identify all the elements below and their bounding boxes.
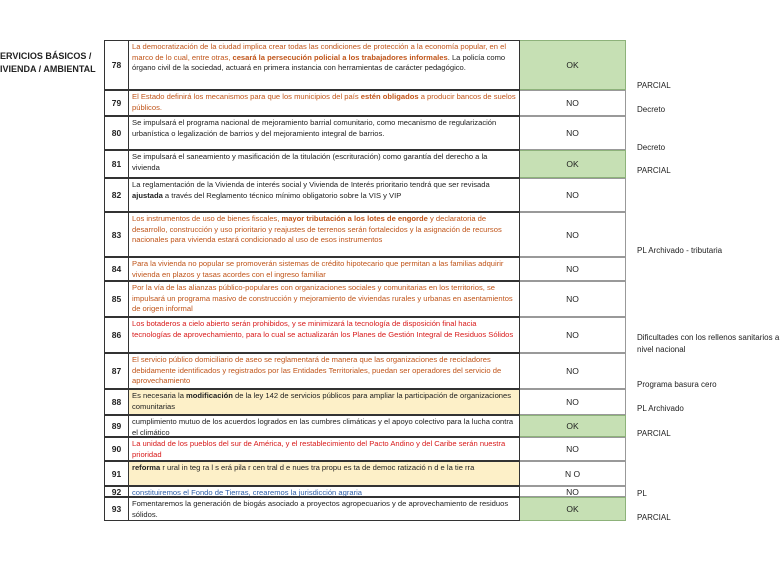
row-text: [128, 497, 520, 521]
row-number: 86: [104, 317, 128, 353]
text-segment: a través del Reglamento técnico mínimo obligatorio sobre la VIS y VIP: [162, 190, 402, 200]
text-segment: ajustada: [132, 190, 163, 200]
text-segment: reforma: [132, 463, 161, 472]
note-label: PARCIAL: [637, 166, 671, 175]
text-segment: r ural in teg ra l s erá pila r cen tral d e nues tra propu es ta de democ ratizació n d e la tie rra: [160, 463, 475, 472]
note-label: Decreto: [637, 105, 666, 114]
text-segment: constituiremos el Fondo de Tierras, crearemos la jurisdicción agraria: [132, 488, 363, 497]
row-number: 83: [104, 212, 128, 257]
status-cell: NO: [520, 90, 626, 116]
text-segment: Los botaderos a cielo abierto serán prohibidos, y se minimizará la tecnología de disposición final hacia tecnologías de aprovechamiento, para lo cual se actualizarán los Planes de Gestión Integral de Residuos Sólidos: [132, 319, 514, 339]
row-number: 87: [104, 353, 128, 389]
row-text: [128, 461, 520, 486]
note-label: Decreto: [637, 143, 666, 152]
row-number: 85: [104, 281, 128, 317]
text-segment: La reglamentación de la Vivienda de interés social y Vivienda de Interés prioritario tendrá que ser revisada: [132, 180, 490, 189]
status-cell: N O: [520, 461, 626, 486]
text-segment: Por la vía de las alianzas público-populares con organizaciones sociales y comunitarias en los territorios, se impulsará un programa masivo de construcción y mejoramiento de viviendas rurales y urbanas en asentamientos de origen informal: [132, 283, 513, 314]
text-segment: La democratización de la ciudad implica crear todas las condiciones de protección a la economía popular, en el marco de lo cual, entre otras,: [132, 42, 507, 62]
status-cell: NO: [520, 257, 626, 281]
row-text: [128, 257, 520, 281]
row-number: 90: [104, 437, 128, 461]
note-label: Programa basura cero: [637, 380, 717, 389]
note-label: PL Archivado: [637, 404, 684, 413]
table-row: [104, 353, 626, 389]
status-cell: OK: [520, 150, 626, 178]
table-row: [104, 257, 626, 281]
text-segment: estén obligados: [360, 92, 419, 101]
table-row: [104, 281, 626, 317]
text-segment: Se impulsará el programa nacional de mejoramiento barrial comunitario, como mecanismo de regularización urbanística o legalización de barrios y del mejoramiento integral de barrios.: [132, 118, 497, 138]
text-segment: Fomentaremos la generación de biogás asociado a proyectos agropecuarios y de aprovechamiento de residuos sólidos.: [132, 499, 509, 519]
text-segment: Los instrumentos de uso de bienes fiscales,: [132, 214, 282, 223]
note-label: PL Archivado - tributaria: [637, 246, 723, 255]
status-cell: NO: [520, 281, 626, 317]
row-number: 80: [104, 116, 128, 150]
text-segment: cumplimiento mutuo de los acuerdos logrados en las cumbres climáticas y el apoyo colectivo para la lucha contra el climático: [132, 417, 514, 437]
row-text: [128, 415, 520, 437]
table-row: [104, 212, 626, 257]
text-segment: Para la vivienda no popular se promoverán sistemas de crédito hipotecario que permitan a las familias adquirir vivienda en plazos y tasas acordes con el ingreso familiar: [132, 259, 504, 279]
status-cell: NO: [520, 116, 626, 150]
text-segment: El Estado definirá los mecanismos para que los municipios del país: [132, 92, 361, 101]
status-cell: OK: [520, 40, 626, 90]
row-text: [128, 90, 520, 116]
row-text: [128, 389, 520, 415]
table-row: [104, 437, 626, 461]
note-label: PARCIAL: [637, 513, 671, 522]
table-row: [104, 415, 626, 437]
row-number: 92: [104, 486, 128, 497]
row-number: 89: [104, 415, 128, 437]
table-row: [104, 90, 626, 116]
row-text: [128, 281, 520, 317]
table-row: [104, 497, 626, 521]
status-cell: NO: [520, 353, 626, 389]
row-text: [128, 317, 520, 353]
table-row: [104, 461, 626, 486]
row-text: [128, 486, 520, 497]
row-text: [128, 150, 520, 178]
table-row: [104, 40, 626, 90]
text-segment: cesará la persecución policial a los trabajadores informales: [232, 52, 448, 62]
row-number: 78: [104, 40, 128, 90]
status-cell: NO: [520, 437, 626, 461]
category-label: ERVICIOS BÁSICOS / IVIENDA / AMBIENTAL: [0, 51, 96, 74]
row-number: 91: [104, 461, 128, 486]
status-cell: NO: [520, 178, 626, 212]
table-row: [104, 486, 626, 497]
row-number: 84: [104, 257, 128, 281]
status-cell: OK: [520, 415, 626, 437]
text-segment: a producir bancos de suelos públicos.: [132, 92, 516, 112]
row-number: 81: [104, 150, 128, 178]
table-row: [104, 116, 626, 150]
text-segment: . La policía como órgano civil de la sociedad, actuará en primera instancia con herramientas de carácter pedagógico.: [132, 52, 506, 73]
status-cell: NO: [520, 317, 626, 353]
row-text: [128, 40, 520, 90]
text-segment: de la ley 142 de servicios públicos para ampliar la participación de organizaciones comunitarias: [132, 391, 512, 411]
text-segment: Es necesaria la: [132, 391, 187, 400]
note-label: Dificultades con los rellenos sanitarios a: [637, 333, 780, 342]
status-cell: NO: [520, 212, 626, 257]
row-number: 93: [104, 497, 128, 521]
row-text: [128, 353, 520, 389]
row-text: [128, 212, 520, 257]
table-row: [104, 150, 626, 178]
row-text: [128, 437, 520, 461]
text-segment: y declaratoria de desarrollo, construcción y uso prioritario y reajustes de terrenos serán fortalecidos y la asignación de recursos nacionales para vivienda estará condicionado al uso de esos instrumentos: [132, 214, 502, 245]
note-label: PARCIAL: [637, 429, 671, 438]
row-number: 79: [104, 90, 128, 116]
status-cell: NO: [520, 486, 626, 497]
table-row: [104, 178, 626, 212]
row-text: [128, 178, 520, 212]
note-label: PARCIAL: [637, 81, 671, 90]
text-segment: mayor tributación a los lotes de engorde: [281, 214, 428, 223]
table-row: [104, 389, 626, 415]
text-segment: modificación: [186, 391, 233, 400]
status-cell: NO: [520, 389, 626, 415]
text-segment: El servicio público domiciliario de aseo se reglamentará de manera que las organizaciones de recicladores debidamente identificados y registrados por las Entidades Territoriales, puedan ser operadores del servicio de aprovechamiento: [132, 355, 502, 386]
text-segment: La unidad de los pueblos del sur de América, y el restablecimiento del Pacto Andino y del Caribe serán nuestra prioridad: [132, 439, 506, 459]
row-number: 88: [104, 389, 128, 415]
note-label: PL: [637, 489, 647, 498]
status-cell: OK: [520, 497, 626, 521]
note-label: nivel nacional: [637, 345, 686, 354]
text-segment: Se impulsará el saneamiento y masificación de la titulación (escrituración) como garantía del derecho a la vivienda: [132, 152, 488, 172]
row-number: 82: [104, 178, 128, 212]
table-row: [104, 317, 626, 353]
row-text: [128, 116, 520, 150]
